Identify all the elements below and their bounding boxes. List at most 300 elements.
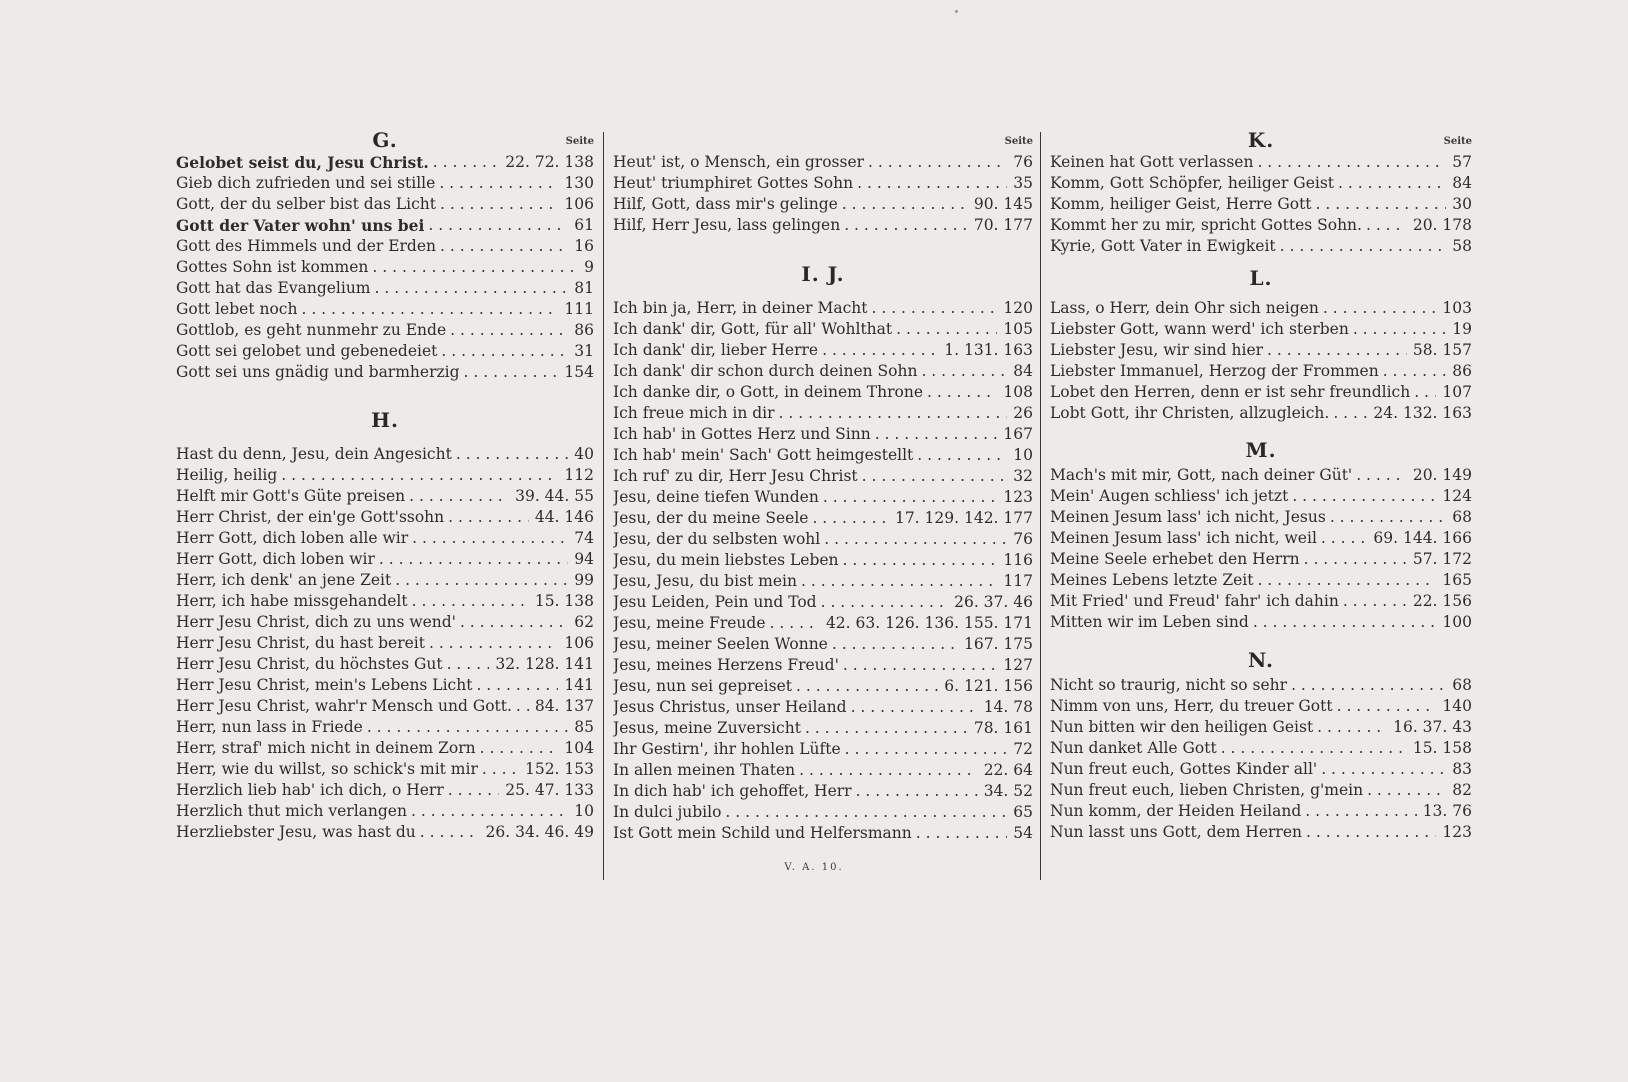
hymn-title: Herr Jesu Christ, mein's Lebens Licht	[176, 676, 473, 694]
hymn-title: Gelobet seist du, Jesu Christ.	[176, 153, 429, 172]
index-entry[interactable]	[1050, 717, 1472, 738]
signature-mark: V. A. 10.	[784, 862, 844, 873]
hymn-title: Meinen Jesum lass' ich nicht, weil	[1050, 529, 1317, 547]
hymn-title: Kyrie, Gott Vater in Ewigkeit	[1050, 237, 1276, 255]
index-entry[interactable]	[613, 466, 1033, 487]
index-column-2	[613, 128, 1033, 880]
page-numbers: 42. 63. 126. 136. 155. 171	[825, 614, 1033, 632]
dot-leader	[817, 592, 949, 613]
dot-leader	[917, 361, 1007, 382]
index-entry[interactable]	[176, 362, 594, 383]
hymn-title: Gieb dich zufrieden und sei stille	[176, 174, 436, 192]
dot-leader	[1362, 215, 1407, 236]
dot-leader	[512, 696, 529, 717]
hymn-title: Liebster Jesu, wir sind hier	[1050, 341, 1264, 359]
dot-leader	[1302, 822, 1436, 843]
hymn-title: In dich hab' ich gehoffet, Herr	[613, 782, 852, 800]
page-numbers: 44. 146	[534, 508, 594, 526]
index-entry[interactable]	[176, 570, 594, 591]
dot-leader	[1288, 486, 1436, 507]
hymn-title: Ich dank' dir, lieber Herre	[613, 341, 819, 359]
hymn-title: Gottes Sohn ist kommen	[176, 258, 369, 276]
page-numbers: 30	[1452, 195, 1472, 213]
page-numbers: 14. 78	[983, 698, 1033, 716]
page-numbers: 20. 149	[1412, 466, 1472, 484]
hymn-title: Gott hat das Evangelium	[176, 279, 371, 297]
index-entry[interactable]	[176, 341, 594, 362]
dot-leader	[425, 633, 558, 654]
page-numbers: 83	[1452, 760, 1472, 778]
page-numbers: 94	[574, 550, 594, 568]
page-numbers: 26. 34. 46. 49	[485, 823, 594, 841]
page-numbers: 85	[574, 718, 594, 736]
index-entry[interactable]	[613, 508, 1033, 529]
hymn-title: Helft mir Gott's Güte preisen	[176, 487, 406, 505]
dot-leader	[1301, 801, 1416, 822]
hymn-title: Herr Gott, dich loben wir	[176, 550, 375, 568]
page-numbers: 15. 138	[534, 592, 594, 610]
dot-leader	[1317, 759, 1446, 780]
index-entry[interactable]	[176, 717, 594, 738]
page-numbers: 152. 153	[524, 760, 594, 778]
page-numbers: 68	[1452, 676, 1472, 694]
page-numbers: 140	[1442, 697, 1472, 715]
hymn-title: Jesu, der du selbsten wohl	[613, 530, 821, 548]
dot-leader	[405, 486, 509, 507]
index-entry[interactable]	[1050, 612, 1472, 633]
hymn-title: Jesu, deine tiefen Wunden	[613, 488, 819, 506]
page-numbers: 106	[564, 195, 594, 213]
hymn-title: Nun komm, der Heiden Heiland	[1050, 802, 1302, 820]
page-numbers: 74	[574, 529, 594, 547]
page-numbers: 72	[1013, 740, 1033, 758]
index-entry[interactable]	[176, 152, 594, 173]
page-numbers: 84. 137	[534, 697, 594, 715]
index-entry[interactable]	[613, 739, 1033, 760]
page-numbers: 154	[564, 363, 594, 381]
index-entry[interactable]	[1050, 570, 1472, 591]
hymn-title: Meine Seele erhebet den Herrn	[1050, 550, 1300, 568]
page-numbers: 26	[1013, 404, 1033, 422]
hymn-title: Heilig, heilig	[176, 466, 278, 484]
page-numbers: 130	[564, 174, 594, 192]
index-entry[interactable]	[613, 613, 1033, 634]
page-numbers: 165	[1442, 571, 1472, 589]
dot-leader	[912, 823, 1008, 844]
index-entry[interactable]	[176, 320, 594, 341]
index-entry[interactable]	[176, 507, 594, 528]
dot-leader	[1312, 194, 1447, 215]
hymn-title: Herr Jesu Christ, du hast bereit	[176, 634, 425, 652]
index-entry[interactable]	[613, 298, 1033, 319]
page-numbers: 141	[564, 676, 594, 694]
page-numbers: 99	[574, 571, 594, 589]
index-entry[interactable]	[1050, 549, 1472, 570]
hymn-title: Gott des Himmels und der Erden	[176, 237, 437, 255]
index-column-3	[1050, 128, 1472, 880]
dot-leader	[408, 528, 568, 549]
dot-leader	[371, 278, 569, 299]
section-letter: M.	[1245, 438, 1277, 462]
hymn-title: Jesus Christus, unser Heiland	[613, 698, 847, 716]
dot-leader	[1319, 298, 1437, 319]
hymn-title: Hast du denn, Jesu, dein Angesicht	[176, 445, 452, 463]
page-numbers: 111	[564, 300, 594, 318]
index-entry[interactable]	[613, 697, 1033, 718]
dot-leader	[444, 507, 529, 528]
page-numbers: 107	[1442, 383, 1472, 401]
index-entry[interactable]	[1050, 507, 1472, 528]
page-numbers: 167	[1003, 425, 1033, 443]
index-entry[interactable]	[613, 718, 1033, 739]
dot-leader	[1300, 549, 1407, 570]
hymn-title: Nun danket Alle Gott	[1050, 739, 1217, 757]
dot-leader	[847, 697, 978, 718]
index-entry[interactable]	[613, 592, 1033, 613]
page-numbers: 123	[1003, 488, 1033, 506]
index-entry[interactable]	[176, 549, 594, 570]
page-numbers: 120	[1003, 299, 1033, 317]
hymn-title: Ich bin ja, Herr, in deiner Macht	[613, 299, 868, 317]
index-entry[interactable]	[1050, 298, 1472, 319]
seite-header: Seite	[565, 136, 594, 147]
dot-leader	[435, 173, 558, 194]
index-entry[interactable]	[176, 612, 594, 633]
index-entry[interactable]	[176, 675, 594, 696]
index-entry[interactable]	[1050, 591, 1472, 612]
page-numbers: 127	[1003, 656, 1033, 674]
index-entry[interactable]	[613, 634, 1033, 655]
dot-leader	[820, 529, 1007, 550]
index-entry[interactable]	[176, 591, 594, 612]
dot-leader	[1276, 236, 1447, 257]
index-entry[interactable]	[613, 424, 1033, 445]
index-entry[interactable]	[613, 823, 1033, 844]
hymn-title: Jesu, Jesu, du bist mein	[613, 572, 797, 590]
hymn-title: Heut' triumphiret Gottes Sohn	[613, 174, 854, 192]
hymn-title: Liebster Immanuel, Herzog der Frommen	[1050, 362, 1379, 380]
page-numbers: 9	[584, 258, 594, 276]
index-entry[interactable]	[176, 528, 594, 549]
index-entry[interactable]	[1050, 319, 1472, 340]
hymn-title: Jesu, du mein liebstes Leben	[613, 551, 839, 569]
hymn-title: Keinen hat Gott verlassen	[1050, 153, 1254, 171]
index-entry[interactable]	[613, 487, 1033, 508]
dot-leader	[864, 152, 1007, 173]
index-entry[interactable]	[613, 781, 1033, 802]
hymn-title: Gott, der du selber bist das Licht	[176, 195, 436, 213]
page-numbers: 116	[1003, 551, 1033, 569]
page-numbers: 81	[574, 279, 594, 297]
dot-leader	[444, 780, 499, 801]
index-entry[interactable]	[176, 278, 594, 299]
index-entry[interactable]	[1050, 403, 1472, 424]
index-entry[interactable]	[613, 676, 1033, 697]
index-entry[interactable]	[176, 215, 594, 236]
index-entry[interactable]	[1050, 696, 1472, 717]
hymn-title: Ist Gott mein Schild und Helfersmann	[613, 824, 912, 842]
index-entry[interactable]	[1050, 215, 1472, 236]
dot-leader	[436, 236, 568, 257]
hymn-title: Herr Jesu Christ, dich zu uns wend'	[176, 613, 456, 631]
index-entry[interactable]	[176, 822, 594, 843]
hymn-title: Ihr Gestirn', ihr hohlen Lüfte	[613, 740, 841, 758]
hymn-title: In allen meinen Thaten	[613, 761, 796, 779]
index-entry[interactable]	[613, 319, 1033, 340]
hymn-title: Nicht so traurig, nicht so sehr	[1050, 676, 1288, 694]
dot-leader	[476, 738, 559, 759]
index-entry[interactable]	[176, 257, 594, 278]
hymn-title: Mein' Augen schliess' ich jetzt	[1050, 487, 1289, 505]
index-entry[interactable]	[613, 760, 1033, 781]
dot-leader	[1287, 675, 1446, 696]
hymn-title: Jesu, der du meine Seele	[613, 509, 809, 527]
page-numbers: 86	[574, 321, 594, 339]
index-entry[interactable]	[613, 550, 1033, 571]
dot-leader	[391, 570, 568, 591]
index-entry[interactable]	[1050, 528, 1472, 549]
hymn-title: Herr, ich denk' an jene Zeit	[176, 571, 392, 589]
page-numbers: 58. 157	[1412, 341, 1472, 359]
dot-leader	[1334, 173, 1446, 194]
page-numbers: 31	[574, 342, 594, 360]
dot-leader	[416, 822, 480, 843]
section-letter: N.	[1248, 648, 1274, 672]
dot-leader	[840, 215, 968, 236]
dot-leader	[923, 382, 997, 403]
index-entry[interactable]	[613, 529, 1033, 550]
page-numbers: 104	[564, 739, 594, 757]
hymn-title: Ich dank' dir, Gott, für all' Wohlthat	[613, 320, 893, 338]
dot-leader	[297, 299, 558, 320]
hymn-title: Lobet den Herren, denn er ist sehr freundlich	[1050, 383, 1411, 401]
index-entry[interactable]	[176, 780, 594, 801]
page-numbers: 70. 177	[973, 216, 1033, 234]
page-numbers: 117	[1003, 572, 1033, 590]
index-column-1	[176, 128, 594, 880]
dot-leader	[478, 759, 519, 780]
dot-leader	[443, 654, 490, 675]
index-entry[interactable]	[1050, 152, 1472, 173]
page-numbers: 16. 37. 43	[1393, 718, 1472, 736]
dot-leader	[775, 403, 1008, 424]
index-entry[interactable]	[1050, 465, 1472, 486]
page-numbers: 32	[1013, 467, 1033, 485]
hymn-title: Gott lebet noch	[176, 300, 298, 318]
dot-leader	[721, 802, 1007, 823]
dot-leader	[1349, 319, 1446, 340]
index-entry[interactable]	[1050, 382, 1472, 403]
index-entry[interactable]	[176, 465, 594, 486]
index-entry[interactable]	[176, 759, 594, 780]
page-numbers: 90. 145	[973, 195, 1033, 213]
index-entry[interactable]	[1050, 194, 1472, 215]
hymn-title: Mit Fried' und Freud' fahr' ich dahin	[1050, 592, 1339, 610]
hymn-title: Gott sei gelobet und gebenedeiet	[176, 342, 438, 360]
dot-leader	[437, 341, 568, 362]
page-numbers: 13. 76	[1422, 802, 1472, 820]
index-entry[interactable]	[176, 444, 594, 465]
dot-leader	[808, 508, 889, 529]
dot-leader	[456, 612, 568, 633]
page-numbers: 22. 156	[1412, 592, 1472, 610]
index-entry[interactable]	[1050, 236, 1472, 257]
hymn-title: Nimm von uns, Herr, du treuer Gott	[1050, 697, 1333, 715]
dot-leader	[818, 340, 938, 361]
index-entry[interactable]	[1050, 801, 1472, 822]
index-entry[interactable]	[1050, 340, 1472, 361]
hymn-title: Jesu, meines Herzens Freud'	[613, 656, 839, 674]
seite-header: Seite	[1004, 136, 1033, 147]
hymn-title: Hilf, Gott, dass mir's gelinge	[613, 195, 838, 213]
dot-leader	[852, 781, 978, 802]
column-divider	[1040, 132, 1041, 880]
page-numbers: 40	[574, 445, 594, 463]
index-entry[interactable]	[613, 655, 1033, 676]
hymn-title: Liebster Gott, wann werd' ich sterben	[1050, 320, 1349, 338]
index-entry[interactable]	[176, 173, 594, 194]
dot-leader	[871, 424, 998, 445]
index-entry[interactable]	[176, 654, 594, 675]
hymn-title: Jesu, meiner Seelen Wonne	[613, 635, 828, 653]
page-numbers: 84	[1452, 174, 1472, 192]
index-entry[interactable]	[613, 215, 1033, 236]
index-entry[interactable]	[613, 194, 1033, 215]
hymn-title: Nun bitten wir den heiligen Geist	[1050, 718, 1314, 736]
page-numbers: 57. 172	[1412, 550, 1472, 568]
dot-leader	[363, 717, 568, 738]
page-numbers: 17. 129. 142. 177	[894, 509, 1033, 527]
dot-leader	[867, 298, 997, 319]
dot-leader	[828, 634, 958, 655]
index-entry[interactable]	[176, 194, 594, 215]
page-numbers: 61	[574, 216, 594, 234]
index-entry[interactable]	[1050, 675, 1472, 696]
page-numbers: 68	[1452, 508, 1472, 526]
dot-leader	[1379, 361, 1447, 382]
hymn-title: Herr, ich habe missgehandelt	[176, 592, 408, 610]
index-entry[interactable]	[613, 173, 1033, 194]
hymn-title: Jesu, meine Freude	[613, 614, 766, 632]
index-entry[interactable]	[1050, 361, 1472, 382]
page-numbers: 123	[1442, 823, 1472, 841]
index-entry[interactable]	[613, 361, 1033, 382]
hymn-title: Ich dank' dir schon durch deinen Sohn	[613, 362, 918, 380]
section-letter: G.	[372, 128, 398, 152]
hymn-title: Kommt her zu mir, spricht Gottes Sohn.	[1050, 216, 1362, 234]
page-numbers: 65	[1013, 803, 1033, 821]
seite-header: Seite	[1443, 136, 1472, 147]
hymn-title: Ich ruf' zu dir, Herr Jesu Christ	[613, 467, 858, 485]
page-numbers: 22. 72. 138	[505, 153, 594, 171]
dot-leader	[801, 718, 968, 739]
page-numbers: 86	[1452, 362, 1472, 380]
page-numbers: 1. 131. 163	[944, 341, 1033, 359]
page-numbers: 106	[564, 634, 594, 652]
index-entry[interactable]	[176, 633, 594, 654]
hymn-title: Herr, nun lass in Friede	[176, 718, 363, 736]
dot-leader	[792, 676, 938, 697]
dot-leader	[446, 320, 568, 341]
index-entry[interactable]	[176, 696, 594, 717]
page-numbers: 76	[1013, 153, 1033, 171]
hymn-title: Herzliebster Jesu, was hast du	[176, 823, 416, 841]
dot-leader	[407, 801, 568, 822]
index-entry[interactable]	[176, 236, 594, 257]
index-entry[interactable]	[176, 299, 594, 320]
page-numbers: 124	[1442, 487, 1472, 505]
dot-leader	[1249, 612, 1437, 633]
index-entry[interactable]	[176, 801, 594, 822]
dot-leader	[460, 362, 559, 383]
dot-leader	[277, 465, 558, 486]
hymn-title: Heut' ist, o Mensch, ein grosser	[613, 153, 865, 171]
dot-leader	[1253, 570, 1436, 591]
hymn-title: Lobt Gott, ihr Christen, allzugleich.	[1050, 404, 1330, 422]
hymn-title: Komm, Gott Schöpfer, heiliger Geist	[1050, 174, 1335, 192]
index-entry[interactable]	[176, 738, 594, 759]
page-numbers: 76	[1013, 530, 1033, 548]
index-entry[interactable]	[613, 403, 1033, 424]
dot-leader	[1329, 403, 1367, 424]
index-entry[interactable]	[1050, 173, 1472, 194]
page-numbers: 62	[574, 613, 594, 631]
hymn-title: In dulci jubilo	[613, 803, 722, 821]
dot-leader	[424, 215, 568, 236]
index-entry[interactable]	[1050, 759, 1472, 780]
dot-leader	[795, 760, 978, 781]
index-entry[interactable]	[1050, 738, 1472, 759]
hymn-title: Jesu, nun sei gepreiset	[613, 677, 792, 695]
page-numbers: 105	[1003, 320, 1033, 338]
page-numbers: 57	[1452, 153, 1472, 171]
section-letter: K.	[1247, 128, 1275, 152]
index-entry[interactable]	[613, 445, 1033, 466]
dot-leader	[1263, 340, 1407, 361]
index-entry[interactable]	[613, 802, 1033, 823]
index-entry[interactable]	[613, 152, 1033, 173]
page-numbers: 6. 121. 156	[944, 677, 1033, 695]
index-entry[interactable]	[176, 486, 594, 507]
page-numbers: 35	[1013, 174, 1033, 192]
index-entry[interactable]	[1050, 780, 1472, 801]
hymn-title: Herr Jesu Christ, wahr'r Mensch und Gott.	[176, 697, 512, 715]
dot-leader	[1317, 528, 1367, 549]
page-numbers: 100	[1442, 613, 1472, 631]
page-numbers: 26. 37. 46	[954, 593, 1033, 611]
page-numbers: 54	[1013, 824, 1033, 842]
hymn-title: Mach's mit mir, Gott, nach deiner Güt'	[1050, 466, 1353, 484]
index-entry[interactable]	[613, 340, 1033, 361]
page-numbers: 112	[564, 466, 594, 484]
hymn-title: Gott der Vater wohn' uns bei	[176, 216, 425, 235]
page-numbers: 78. 161	[973, 719, 1033, 737]
dot-leader	[429, 152, 499, 173]
page-numbers: 69. 144. 166	[1373, 529, 1472, 547]
hymn-title: Nun freut euch, Gottes Kinder all'	[1050, 760, 1318, 778]
index-entry[interactable]	[1050, 486, 1472, 507]
index-entry[interactable]	[613, 571, 1033, 592]
hymn-title: Herr Gott, dich loben alle wir	[176, 529, 409, 547]
dot-leader	[892, 319, 997, 340]
page-numbers: 39. 44. 55	[515, 487, 594, 505]
index-entry[interactable]	[1050, 822, 1472, 843]
page-numbers: 10	[1013, 446, 1033, 464]
hymn-title: Herr, straf' mich nicht in deinem Zorn	[176, 739, 476, 757]
dot-leader	[839, 655, 998, 676]
page-numbers: 25. 47. 133	[505, 781, 594, 799]
index-entry[interactable]	[613, 382, 1033, 403]
